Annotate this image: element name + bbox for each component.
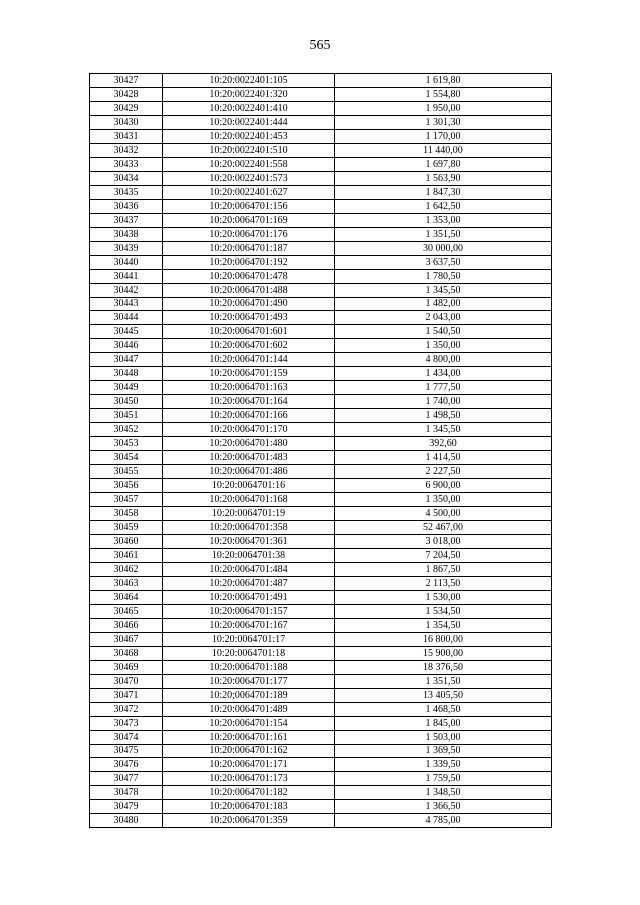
row-number-cell: 30453 <box>90 437 163 451</box>
row-number-cell: 30474 <box>90 730 163 744</box>
row-number-cell: 30447 <box>90 353 163 367</box>
cadastral-number-cell: 10:20:0022401:627 <box>163 185 335 199</box>
row-number-cell: 30462 <box>90 562 163 576</box>
cadastral-number-cell: 10:20:0064701:167 <box>163 618 335 632</box>
cadastral-number-cell: 10:20:0022401:410 <box>163 101 335 115</box>
cadastral-number-cell: 10:20:0064701:602 <box>163 339 335 353</box>
table-row <box>90 353 552 367</box>
row-number-cell: 30468 <box>90 646 163 660</box>
row-number-cell: 30461 <box>90 548 163 562</box>
value-cell: 1 950,00 <box>335 101 552 115</box>
value-cell: 1 740,00 <box>335 395 552 409</box>
table-row <box>90 632 552 646</box>
value-cell: 16 800,00 <box>335 632 552 646</box>
table-row <box>90 646 552 660</box>
value-cell: 1 867,50 <box>335 562 552 576</box>
table-row <box>90 381 552 395</box>
table-row <box>90 590 552 604</box>
table-row <box>90 409 552 423</box>
row-number-cell: 30437 <box>90 213 163 227</box>
cadastral-number-cell: 10:20:0064701:176 <box>163 227 335 241</box>
value-cell: 1 170,00 <box>335 129 552 143</box>
row-number-cell: 30456 <box>90 479 163 493</box>
value-cell: 4 785,00 <box>335 814 552 828</box>
value-cell: 1 759,50 <box>335 772 552 786</box>
value-cell: 11 440,00 <box>335 143 552 157</box>
cadastral-number-cell: 10:20:0064701:159 <box>163 367 335 381</box>
cadastral-number-cell: 10:20:0022401:320 <box>163 87 335 101</box>
row-number-cell: 30455 <box>90 465 163 479</box>
value-cell: 7 204,50 <box>335 548 552 562</box>
table-row <box>90 730 552 744</box>
table-row <box>90 269 552 283</box>
value-cell: 1 350,00 <box>335 339 552 353</box>
row-number-cell: 30475 <box>90 744 163 758</box>
table-row <box>90 758 552 772</box>
row-number-cell: 30458 <box>90 507 163 521</box>
table-row <box>90 800 552 814</box>
value-cell: 1 503,00 <box>335 730 552 744</box>
row-number-cell: 30473 <box>90 716 163 730</box>
value-cell: 1 354,50 <box>335 618 552 632</box>
table-row <box>90 451 552 465</box>
table-row <box>90 311 552 325</box>
value-cell: 1 642,50 <box>335 199 552 213</box>
table-row <box>90 534 552 548</box>
value-cell: 1 697,80 <box>335 157 552 171</box>
cadastral-number-cell: 10:20:0064701:162 <box>163 744 335 758</box>
cadastral-number-cell: 10:20:0064701:144 <box>163 353 335 367</box>
value-cell: 1 339,50 <box>335 758 552 772</box>
row-number-cell: 30476 <box>90 758 163 772</box>
value-cell: 1 777,50 <box>335 381 552 395</box>
table-row <box>90 814 552 828</box>
table-row <box>90 786 552 800</box>
value-cell: 1 534,50 <box>335 604 552 618</box>
table-row <box>90 618 552 632</box>
value-cell: 1 369,50 <box>335 744 552 758</box>
table-row <box>90 562 552 576</box>
value-cell: 4 800,00 <box>335 353 552 367</box>
row-number-cell: 30479 <box>90 800 163 814</box>
value-cell: 1 554,80 <box>335 87 552 101</box>
cadastral-number-cell: 10:20:0064701:483 <box>163 451 335 465</box>
cadastral-number-cell: 10:20:0064701:486 <box>163 465 335 479</box>
cadastral-number-cell: 10:20:0064701:182 <box>163 786 335 800</box>
cadastral-number-cell: 10:20:0064701:489 <box>163 702 335 716</box>
cadastral-number-cell: 10:20:0064701:493 <box>163 311 335 325</box>
value-cell: 52 467,00 <box>335 521 552 535</box>
value-cell: 1 530,00 <box>335 590 552 604</box>
table-row <box>90 213 552 227</box>
value-cell: 1 350,00 <box>335 493 552 507</box>
row-number-cell: 30449 <box>90 381 163 395</box>
row-number-cell: 30428 <box>90 87 163 101</box>
row-number-cell: 30443 <box>90 297 163 311</box>
row-number-cell: 30467 <box>90 632 163 646</box>
table-row <box>90 772 552 786</box>
row-number-cell: 30434 <box>90 171 163 185</box>
value-cell: 1 351,50 <box>335 674 552 688</box>
row-number-cell: 30446 <box>90 339 163 353</box>
row-number-cell: 30441 <box>90 269 163 283</box>
row-number-cell: 30478 <box>90 786 163 800</box>
value-cell: 1 434,00 <box>335 367 552 381</box>
table-row <box>90 493 552 507</box>
row-number-cell: 30433 <box>90 157 163 171</box>
value-cell: 1 301,30 <box>335 115 552 129</box>
value-cell: 2 113,50 <box>335 576 552 590</box>
cadastral-number-cell: 10:20:0064701:183 <box>163 800 335 814</box>
table-body <box>90 74 552 828</box>
table-row <box>90 297 552 311</box>
value-cell: 1 619,80 <box>335 74 552 88</box>
cadastral-number-cell: 10:20:0064701:157 <box>163 604 335 618</box>
value-cell: 1 345,50 <box>335 283 552 297</box>
row-number-cell: 30442 <box>90 283 163 297</box>
row-number-cell: 30430 <box>90 115 163 129</box>
value-cell: 18 376,50 <box>335 660 552 674</box>
row-number-cell: 30440 <box>90 255 163 269</box>
table-row <box>90 283 552 297</box>
table-row <box>90 395 552 409</box>
value-cell: 1 540,50 <box>335 325 552 339</box>
row-number-cell: 30451 <box>90 409 163 423</box>
value-cell: 1 366,50 <box>335 800 552 814</box>
value-cell: 1 414,50 <box>335 451 552 465</box>
cadastral-number-cell: 10:20:0064701:19 <box>163 507 335 521</box>
cadastral-number-cell: 10:20:0064701:154 <box>163 716 335 730</box>
table-row <box>90 507 552 521</box>
row-number-cell: 30444 <box>90 311 163 325</box>
table-row <box>90 576 552 590</box>
row-number-cell: 30454 <box>90 451 163 465</box>
cadastral-number-cell: 10:20:0064701:187 <box>163 241 335 255</box>
table-row <box>90 716 552 730</box>
cadastral-number-cell: 10:20:0022401:573 <box>163 171 335 185</box>
row-number-cell: 30429 <box>90 101 163 115</box>
row-number-cell: 30477 <box>90 772 163 786</box>
row-number-cell: 30469 <box>90 660 163 674</box>
table-row <box>90 465 552 479</box>
table-row <box>90 548 552 562</box>
table-row <box>90 74 552 88</box>
table-row <box>90 325 552 339</box>
cadastral-number-cell: 10:20:0064701:164 <box>163 395 335 409</box>
value-cell: 1 345,50 <box>335 423 552 437</box>
value-cell: 1 563,90 <box>335 171 552 185</box>
cadastral-number-cell: 10:20:0064701:168 <box>163 493 335 507</box>
row-number-cell: 30464 <box>90 590 163 604</box>
cadastral-number-cell: 10:20:0064701:173 <box>163 772 335 786</box>
cadastral-number-cell: 10:20:0064701:156 <box>163 199 335 213</box>
cadastral-number-cell: 10:20:0064701:488 <box>163 283 335 297</box>
value-cell: 13 405,50 <box>335 688 552 702</box>
row-number-cell: 30472 <box>90 702 163 716</box>
row-number-cell: 30439 <box>90 241 163 255</box>
cadastral-number-cell: 10:20:0064701:161 <box>163 730 335 744</box>
table-row <box>90 115 552 129</box>
cadastral-number-cell: 10:20:0064701:490 <box>163 297 335 311</box>
row-number-cell: 30463 <box>90 576 163 590</box>
value-cell: 1 845,00 <box>335 716 552 730</box>
table-row <box>90 227 552 241</box>
value-cell: 3 018,00 <box>335 534 552 548</box>
row-number-cell: 30466 <box>90 618 163 632</box>
cadastral-number-cell: 10:20:0064701:484 <box>163 562 335 576</box>
value-cell: 1 351,50 <box>335 227 552 241</box>
cadastral-number-cell: 10:20:0064701:478 <box>163 269 335 283</box>
cadastral-number-cell: 10:20:0064701:163 <box>163 381 335 395</box>
cadastral-number-cell: 10:20:0064701:166 <box>163 409 335 423</box>
cadastral-number-cell: 10:20:0064701:601 <box>163 325 335 339</box>
value-cell: 1 780,50 <box>335 269 552 283</box>
row-number-cell: 30427 <box>90 74 163 88</box>
row-number-cell: 30431 <box>90 129 163 143</box>
table-row <box>90 744 552 758</box>
table-row <box>90 688 552 702</box>
cadastral-number-cell: 10:20:0022401:453 <box>163 129 335 143</box>
cadastral-number-cell: 10:20:0022401:444 <box>163 115 335 129</box>
table-row <box>90 129 552 143</box>
cadastral-number-cell: 10:20:0064701:188 <box>163 660 335 674</box>
cadastral-number-cell: 10:20:0064701:487 <box>163 576 335 590</box>
table-row <box>90 702 552 716</box>
cadastral-number-cell: 10:20:0064701:480 <box>163 437 335 451</box>
row-number-cell: 30436 <box>90 199 163 213</box>
value-cell: 1 353,00 <box>335 213 552 227</box>
table-row <box>90 171 552 185</box>
row-number-cell: 30448 <box>90 367 163 381</box>
value-cell: 1 498,50 <box>335 409 552 423</box>
table-row <box>90 660 552 674</box>
value-cell: 30 000,00 <box>335 241 552 255</box>
cadastral-number-cell: 10:20:0064701:18 <box>163 646 335 660</box>
cadastral-number-cell: 10:20:0064701:358 <box>163 521 335 535</box>
table-row <box>90 367 552 381</box>
page-number: 565 <box>309 38 331 53</box>
cadastral-number-cell: 10:20:0064701:17 <box>163 632 335 646</box>
table-row <box>90 604 552 618</box>
table-row <box>90 674 552 688</box>
row-number-cell: 30459 <box>90 521 163 535</box>
table-row <box>90 479 552 493</box>
value-cell: 1 482,00 <box>335 297 552 311</box>
value-cell: 4 500,00 <box>335 507 552 521</box>
table-row <box>90 185 552 199</box>
cadastral-number-cell: 10:20:0022401:105 <box>163 74 335 88</box>
row-number-cell: 30465 <box>90 604 163 618</box>
row-number-cell: 30432 <box>90 143 163 157</box>
row-number-cell: 30470 <box>90 674 163 688</box>
table-row <box>90 143 552 157</box>
value-cell: 2 043,00 <box>335 311 552 325</box>
cadastral-number-cell: 10:20:0064701:16 <box>163 479 335 493</box>
cadastral-number-cell: 10:20:0064701:38 <box>163 548 335 562</box>
value-cell: 2 227,50 <box>335 465 552 479</box>
cadastral-number-cell: 10:20:0064701:177 <box>163 674 335 688</box>
row-number-cell: 30450 <box>90 395 163 409</box>
value-cell: 1 847,30 <box>335 185 552 199</box>
row-number-cell: 30435 <box>90 185 163 199</box>
value-cell: 392,60 <box>335 437 552 451</box>
cadastral-number-cell: 10:20:0022401:510 <box>163 143 335 157</box>
table-row <box>90 437 552 451</box>
cadastral-number-cell: 10:20:0064701:359 <box>163 814 335 828</box>
value-cell: 6 900,00 <box>335 479 552 493</box>
row-number-cell: 30457 <box>90 493 163 507</box>
row-number-cell: 30452 <box>90 423 163 437</box>
cadastral-number-cell: 10:20:0064701:171 <box>163 758 335 772</box>
table-row <box>90 241 552 255</box>
table-row <box>90 157 552 171</box>
cadastral-number-cell: 10:20:0064701:169 <box>163 213 335 227</box>
row-number-cell: 30445 <box>90 325 163 339</box>
table-row <box>90 101 552 115</box>
cadastral-number-cell: 10:20:0064701:192 <box>163 255 335 269</box>
table-row <box>90 521 552 535</box>
table-row <box>90 199 552 213</box>
table-row <box>90 255 552 269</box>
row-number-cell: 30460 <box>90 534 163 548</box>
table-row <box>90 87 552 101</box>
cadastral-number-cell: 10:20:0022401:558 <box>163 157 335 171</box>
value-cell: 15 900,00 <box>335 646 552 660</box>
cadastral-registry-table <box>89 73 552 828</box>
table-row <box>90 339 552 353</box>
value-cell: 1 468,50 <box>335 702 552 716</box>
cadastral-number-cell: 10:20:0064701:491 <box>163 590 335 604</box>
table-row <box>90 423 552 437</box>
cadastral-number-cell: 10:20:0064701:170 <box>163 423 335 437</box>
value-cell: 1 348,50 <box>335 786 552 800</box>
value-cell: 3 637,50 <box>335 255 552 269</box>
row-number-cell: 30471 <box>90 688 163 702</box>
row-number-cell: 30438 <box>90 227 163 241</box>
cadastral-number-cell: 10:20;0064701:189 <box>163 688 335 702</box>
row-number-cell: 30480 <box>90 814 163 828</box>
cadastral-number-cell: 10:20:0064701:361 <box>163 534 335 548</box>
